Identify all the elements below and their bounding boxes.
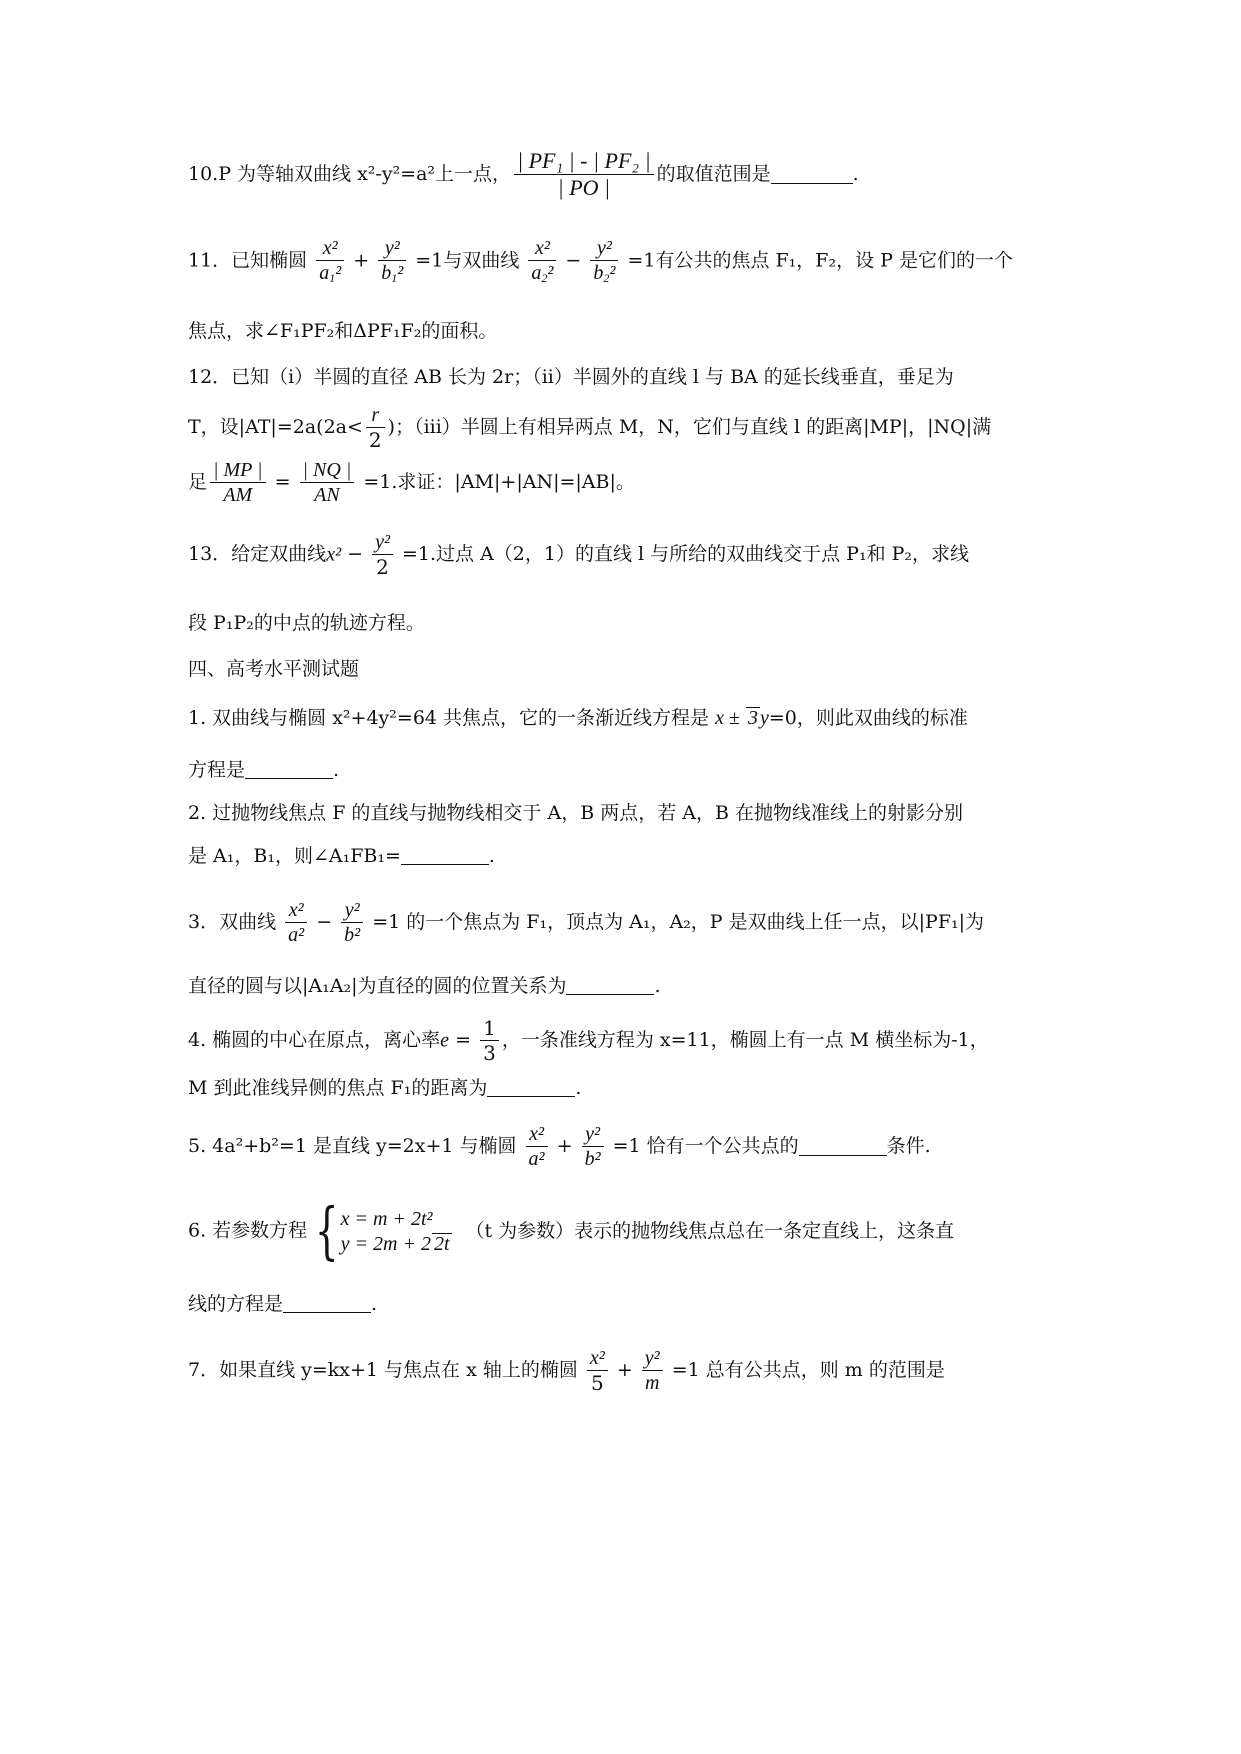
fraction-y2-over-m: $\frac{\text{y²}}{m}$ xyxy=(642,1348,663,1393)
problem-11-text: 与双曲线 xyxy=(443,249,520,272)
fraction-y2-over-b2: $\frac{\text{y²}}{\text{b²}}$ xyxy=(582,1124,604,1169)
question-3-text: 1 的一个焦点为 F₁，顶点为 A₁，A₂，P 是双曲线上任一点，以|PF₁|为 xyxy=(388,911,985,933)
question-1-text: 方程是 xyxy=(188,759,246,781)
question-6-text: 线的方程是 xyxy=(188,1293,284,1315)
period: . xyxy=(852,163,859,185)
period: . xyxy=(333,759,340,781)
fraction-x2-over-a2: $\frac{\text{x²}}{\text{a²}}$ xyxy=(526,1124,548,1169)
fraction-y2-b1: $\frac{\text{y²}}{b_1^2}$ xyxy=(378,238,406,284)
answer-blank[interactable] xyxy=(283,1294,371,1313)
fraction-denominator: | PO | xyxy=(557,175,611,200)
answer-blank[interactable] xyxy=(245,760,333,779)
fraction-nq-over-an: $\frac{| NQ |}{AN}$ xyxy=(300,460,355,505)
term-x-squared: x² xyxy=(326,543,342,566)
fraction-mp-over-am: $\frac{| MP |}{AM}$ xyxy=(210,460,266,505)
equals-sign: = xyxy=(612,1135,629,1157)
problem-12-text: 1.求证：|AM|+|AN|=|AB|。 xyxy=(379,471,635,493)
problem-12-line-1: 12．已知（i）半圆的直径 AB 长为 2r；（ii）半圆外的直线 l 与 BA 的延长线垂直，垂足为 xyxy=(188,366,954,388)
problem-10-lead: 10.P 为等轴双曲线 x²-y²=a²上一点， xyxy=(188,163,512,185)
question-4-text: M 到此准线异侧的焦点 F₁的距离为 xyxy=(188,1077,488,1099)
problem-10-tail: 的取值范围是 xyxy=(656,163,771,185)
operator: + xyxy=(556,1135,573,1157)
asymptote-expression: x ± 3 y xyxy=(715,707,769,729)
system-brace: { xyxy=(315,1194,339,1267)
question-4-text: ，一条准线方程为 x=11，椭圆上有一点 M 横坐标为-1， xyxy=(501,1029,989,1051)
problem-13-line-1 xyxy=(188,532,969,577)
fraction-y2-over-b2: $\frac{\text{y²}}{\text{b²}}$ xyxy=(341,900,363,945)
question-1-text: 1. 双曲线与椭圆 x²+4y²=64 共焦点，它的一条渐近线方程是 xyxy=(188,707,710,729)
operator: − xyxy=(565,249,582,272)
question-6-line-1 xyxy=(188,1194,955,1267)
question-3-text: 3．双曲线 xyxy=(188,911,277,933)
equals-sign: =1 xyxy=(627,249,656,272)
problem-12-text: 足 xyxy=(188,471,208,493)
question-2-line-1: 2. 过抛物线焦点 F 的直线与抛物线相交于 A，B 两点，若 A，B 在抛物线准线上的射影分别 xyxy=(188,802,963,824)
question-1-line-2 xyxy=(188,760,339,780)
problem-11-text: 11．已知椭圆 xyxy=(188,249,308,272)
operator: + xyxy=(353,249,370,272)
question-3-line-1 xyxy=(188,900,984,945)
equals-sign: = xyxy=(274,471,291,493)
fraction-x2-over-a2: $\frac{\text{x²}}{\text{a²}}$ xyxy=(285,900,307,945)
equals-sign: = xyxy=(402,543,418,565)
question-2-line-2 xyxy=(188,846,495,866)
question-3-line-2 xyxy=(188,976,661,996)
fraction-one-third: $\frac{1}{3}$ xyxy=(480,1018,499,1063)
operator: − xyxy=(316,911,333,933)
fraction-y2-over-2: $\frac{\text{y²}}{2}$ xyxy=(372,532,393,577)
question-1-line-1 xyxy=(188,707,968,728)
fraction-x2-over-5: $\frac{\text{x²}}{5}$ xyxy=(587,1348,608,1393)
question-3-text: 直径的圆与以|A₁A₂|为直径的圆的位置关系为 xyxy=(188,975,567,997)
answer-blank[interactable] xyxy=(401,846,489,865)
question-5-text: 条件. xyxy=(886,1135,931,1157)
fraction-r-over-2: $\frac{r}{2}$ xyxy=(366,405,385,450)
problem-11-line-2: 焦点，求∠F₁PF₂和ΔPF₁F₂的面积。 xyxy=(188,320,498,342)
problem-13-text: 1.过点 A（2，1）的直线 l 与所给的双曲线交于点 P₁和 P₂，求线 xyxy=(417,543,970,565)
fraction-x2-a1: $\frac{\text{x²}}{a_1^2}$ xyxy=(316,238,344,284)
answer-blank[interactable] xyxy=(799,1137,887,1156)
problem-11-line-1 xyxy=(188,238,1013,284)
problem-10 xyxy=(188,150,859,199)
parametric-x-equation: x = m + 2t² xyxy=(340,1207,433,1230)
question-5-text: 1 恰有一个公共点的 xyxy=(628,1135,799,1157)
operator: + xyxy=(616,1359,633,1381)
problem-11-text: 有公共的焦点 F₁，F₂，设 P 是它们的一个 xyxy=(655,249,1013,272)
period: . xyxy=(654,975,661,997)
question-6-text: 6. 若参数方程 xyxy=(188,1219,308,1242)
operator: − xyxy=(347,543,364,565)
question-4-text: 4. 椭圆的中心在原点，离心率 xyxy=(188,1029,441,1051)
equals-sign: = xyxy=(671,1359,688,1381)
equals-sign: =1 xyxy=(415,249,444,272)
question-7-text: 1 总有公共点，则 m 的范围是 xyxy=(687,1359,945,1381)
parametric-system xyxy=(341,1207,452,1256)
question-1-text: =0，则此双曲线的标准 xyxy=(768,707,968,729)
period: . xyxy=(575,1077,582,1099)
answer-blank[interactable] xyxy=(771,165,853,184)
problem-12-text: )；（iii）半圆上有相异两点 M，N，它们与直线 l 的距离|MP|，|NQ|满 xyxy=(387,416,992,438)
problem-12-line-2 xyxy=(188,405,991,450)
question-7-line-1 xyxy=(188,1348,945,1393)
problem-12-text: T，设|AT|=2a(2a< xyxy=(188,416,363,438)
question-6-line-2 xyxy=(188,1294,377,1314)
fraction-y2-b2: $\frac{\text{y²}}{b_2^2}$ xyxy=(590,238,618,284)
question-5-line-1 xyxy=(188,1124,931,1169)
answer-blank[interactable] xyxy=(566,976,654,995)
period: . xyxy=(371,1293,378,1315)
question-2-text: 是 A₁，B₁，则∠A₁FB₁= xyxy=(188,845,401,867)
answer-blank[interactable] xyxy=(487,1078,575,1097)
equals-sign: = xyxy=(363,471,380,493)
problem-12-line-3 xyxy=(188,460,635,505)
period: . xyxy=(488,845,495,867)
section-heading: 四、高考水平测试题 xyxy=(188,658,360,680)
question-4-line-2 xyxy=(188,1078,581,1098)
question-6-text: （t 为参数）表示的抛物线焦点总在一条定直线上，这条直 xyxy=(465,1219,955,1242)
problem-13-text: 13．给定双曲线 xyxy=(188,543,327,565)
fraction-x2-a2: $\frac{\text{x²}}{a_2^2}$ xyxy=(528,238,556,284)
fraction-numerator: | PF₁ | - | PF₂ | xyxy=(514,150,654,175)
question-7-text: 7．如果直线 y=kx+1 与焦点在 x 轴上的椭圆 xyxy=(188,1359,578,1381)
fraction-pf-over-po xyxy=(514,150,654,199)
equals-sign: = xyxy=(455,1029,472,1051)
question-4-line-1 xyxy=(188,1018,989,1063)
parametric-y-equation: y = 2m + 2 2t xyxy=(340,1232,450,1255)
eccentricity-symbol: e xyxy=(440,1029,450,1052)
problem-13-line-2: 段 P₁P₂的中点的轨迹方程。 xyxy=(188,612,425,634)
equals-sign: = xyxy=(372,911,389,933)
question-5-text: 5. 4a²+b²=1 是直线 y=2x+1 与椭圆 xyxy=(188,1135,517,1157)
